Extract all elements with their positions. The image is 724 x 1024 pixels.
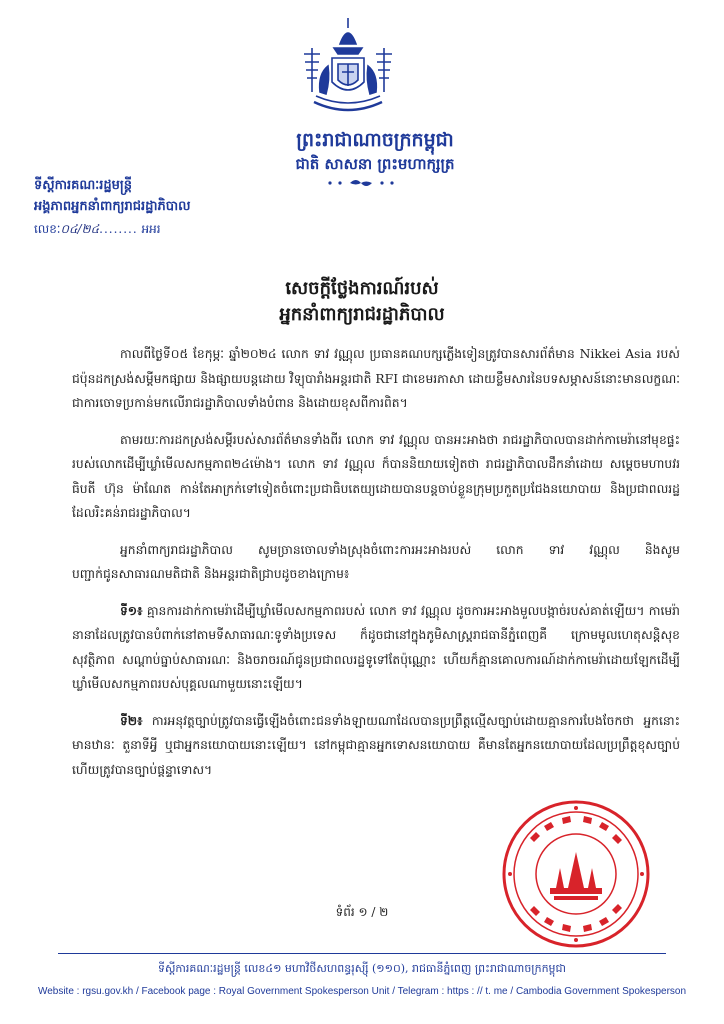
footer-contacts: Website : rgsu.gov.kh / Facebook page : Royal Government Spokesperson Unit / Telegram : https : // t. me / Cambodia Government Spokesperson [37, 986, 687, 997]
point-1-text: គ្មានការដាក់កាមេរ៉ាដើម្បីឃ្លាំមើលសកម្មភាពរបស់ លោក ទាវ វណ្ណុល ដូចការអះអាងមួលបង្កាច់របស់គាត់ឡើយ។ កាមេរ៉ានានាដែលត្រូវបានបំពាក់នៅតាមទីសាធារណៈទូទាំងប្រទេស ក៏ដូចជានៅក្នុងភូមិសាស្ត្ររាជធានីភ្នំពេញគឺ ក្រោមមូលហេតុសន្តិសុខ សុវត្ថិភាព សណ្តាប់ធ្នាប់សាធារណៈ និងចរាចរណ៍ជូនប្រជាពលរដ្ឋទូទៅតែប៉ុណ្ណោះ ហើយក៏គ្មានគោលការណ៍ដាក់កាមេរ៉ាដោយឡែកដើម្បីឃ្លាំមើលសកម្មភាពរបស់បុគ្គលណាមួយនោះឡើយ។ [72, 603, 680, 691]
paragraph-point-1 [72, 599, 680, 697]
paragraph-3: អ្នកនាំពាក្យរាជរដ្ឋាភិបាល សូមច្រានចោលទាំងស្រុងចំពោះការអះអាងរបស់ លោក ទាវ វណ្ណុល និងសូមបញ្ជាក់ជូនសាធារណមតិជាតិ និងអន្តរជាតិជ្រាបដូចខាងក្រោម៖ [72, 542, 680, 581]
page-number: ទំព័រ ១ / ២ [335, 905, 389, 919]
office-name: ទីស្តីការគណៈរដ្ឋមន្ត្រី [34, 178, 132, 193]
title-line-1: សេចក្តីថ្លែងការណ៍របស់ [285, 278, 439, 299]
point-1-label: ទី១៖ [120, 602, 143, 618]
reference-suffix: អអរ [141, 222, 161, 236]
royal-crest-icon [296, 14, 400, 124]
footer-address: ទីស្តីការគណៈរដ្ឋមន្ត្រី លេខ៤១ មហាវិថីសហពន្ធរុស្ស៊ី (១១០), រាជធានីភ្នំពេញ ព្រះរាជាណាចក្រកម្ពុជា [157, 962, 567, 975]
document-title [180, 276, 544, 328]
official-seal-icon [500, 798, 652, 950]
reference-label: លេខៈ [34, 222, 61, 236]
office-block [34, 176, 274, 240]
reference-handwritten: ០៤/២៤ [60, 222, 100, 236]
title-line-2: អ្នកនាំពាក្យរាជរដ្ឋាភិបាល [279, 304, 445, 325]
kingdom-name: ព្រះរាជាណាចក្រកម្ពុជា [296, 129, 454, 151]
point-2-label: ទី២៖ [120, 712, 143, 728]
document-body [72, 342, 680, 794]
paragraph-point-2 [72, 709, 680, 783]
paragraph-2: តាមរយៈការដកស្រង់សម្ដីរបស់សារព័ត៌មានទាំងពីរ លោក ទាវ វណ្ណុល បានអះអាងថា រាជរដ្ឋាភិបាលបានដាក់កាមេរ៉ានៅមុខផ្ទះរបស់លោកដើម្បីឃ្លាំមើលសកម្មភាព២៤ម៉ោង។ លោក ទាវ វណ្ណុល ក៏បាននិយាយទៀតថា រាជរដ្ឋាភិបាលដឹកនាំដោយ សម្ដេចមហាបវរធិបតី ហ៊ុន ម៉ាណែត កាន់តែអាក្រក់ទៅទៀតចំពោះប្រជាធិបតេយ្យដោយបានបន្តចាប់ខ្លួនក្រុមប្រកួតប្រជែងនយោបាយ និងប្រជាពលរដ្ឋដែលរិះគន់រាជរដ្ឋាភិបាល។ [72, 432, 680, 520]
unit-name: អង្គភាពអ្នកនាំពាក្យរាជរដ្ឋាភិបាល [34, 199, 191, 214]
reference-dots: ........ [99, 222, 138, 236]
reference-number [34, 218, 274, 240]
point-2-text: ការអនុវត្តច្បាប់ត្រូវបានធ្វើឡើងចំពោះជនទាំងឡាយណាដែលបានប្រព្រឹត្តល្មើសច្បាប់ដោយគ្មានការបែងចែកថា អ្នកនោះមានឋានៈ តួនាទីអ្វី ឬជាអ្នកនយោបាយនោះឡើយ។ នៅកម្ពុជាគ្មានអ្នកទោសនយោបាយ គឺមានតែអ្នកនយោបាយដែលប្រព្រឹត្តខុសច្បាប់ហើយត្រូវបានច្បាប់ផ្តន្ទាទោស។ [72, 713, 680, 777]
national-motto: ជាតិ សាសនា ព្រះមហាក្សត្រ [295, 155, 455, 173]
ornament-divider-icon [320, 177, 402, 189]
footer-divider [58, 953, 666, 954]
paragraph-1: កាលពីថ្ងៃទី០៥ ខែកុម្ភៈ ឆ្នាំ២០២៤ លោក ទាវ វណ្ណុល ប្រធានគណបក្សភ្លើងទៀនត្រូវបានសារព័ត៌មាន Nikkei Asia របស់ជប៉ុនដកស្រង់សម្ដីមកផ្សាយ និងផ្សាយបន្តដោយ វិទ្យុបារាំងអន្តរជាតិ RFI ជាខេមរភាសា ដោយខ្លឹមសារនៃបទសម្ភាសន៍នោះមានលក្ខណៈជាការចោទប្រកាន់មកលើរាជរដ្ឋាភិបាលទាំងបំពាន និងដោយខុសពីការពិត។ [72, 347, 680, 410]
